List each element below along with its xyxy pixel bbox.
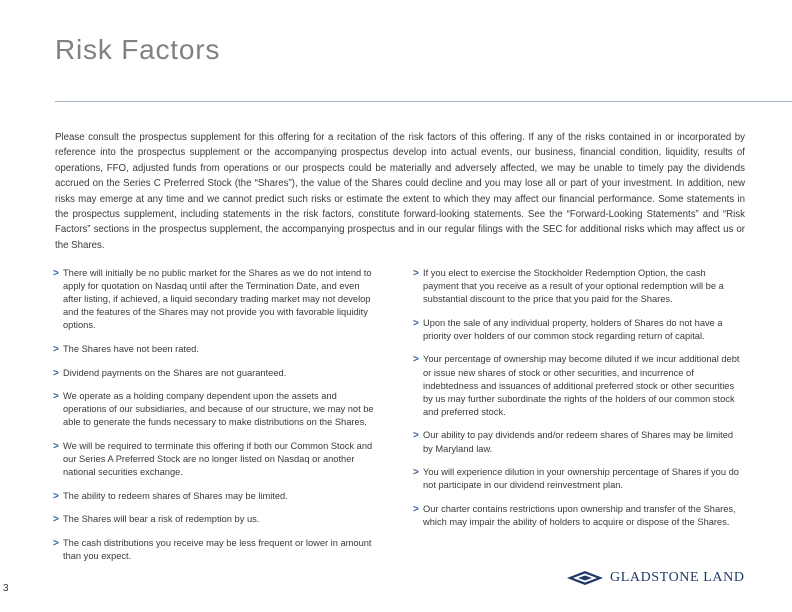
list-item-text: The Shares will bear a risk of redemption by us. (63, 514, 260, 525)
list-item-text: Upon the sale of any individual property, holders of Shares do not have a priority over holders of our common stock regarding return of capital. (423, 317, 723, 341)
list-item-text: You will experience dilution in your ownership percentage of Shares if you do not participate in our dividend reinvestment plan. (423, 467, 739, 491)
chevron-right-icon: > (413, 268, 419, 279)
list-item (413, 353, 743, 418)
list-item-text: The ability to redeem shares of Shares may be limited. (63, 490, 288, 501)
chevron-right-icon: > (53, 514, 59, 526)
company-logo (566, 568, 745, 588)
list-item (413, 503, 743, 529)
chevron-right-icon: > (53, 490, 59, 502)
chevron-right-icon: > (413, 467, 419, 479)
list-item-text: If you elect to exercise the Stockholder Redemption Option, the cash payment that you receive as a result of your optional redemption will be a substantial discount to the price that you paid for the Shares. (423, 268, 724, 305)
chevron-right-icon: > (53, 367, 59, 379)
list-item-text: There will initially be no public market for the Shares as we do not intend to apply for quotation on Nasdaq until after the Termination Date, and even after listing, if achieved, a liquid secondary trading market may not develop and the features of the Shares may not provide you with favorable liquidity options. (63, 268, 372, 331)
list-item-text: The Shares have not been rated. (63, 343, 199, 354)
list-item (413, 267, 743, 306)
title-divider (55, 101, 792, 102)
chevron-right-icon: > (53, 268, 59, 279)
list-item-text: Our ability to pay dividends and/or redeem shares of Shares may be limited by Maryland law. (423, 430, 734, 454)
list-item (55, 490, 377, 503)
chevron-right-icon: > (53, 343, 59, 355)
list-item (55, 343, 377, 356)
list-item-text: Our charter contains restrictions upon ownership and transfer of the Shares, which may impair the ability of holders to acquire or dispose of the Shares. (423, 503, 736, 527)
page-title: Risk Factors (55, 34, 221, 65)
gladstone-land-logo-mark-icon (566, 570, 604, 586)
chevron-right-icon: > (413, 354, 419, 366)
chevron-right-icon: > (413, 503, 419, 515)
chevron-right-icon: > (53, 537, 59, 549)
risk-list-left (55, 267, 377, 574)
list-item (55, 390, 377, 429)
list-item (55, 513, 377, 526)
chevron-right-icon: > (413, 317, 419, 329)
list-item-text: We operate as a holding company dependent upon the assets and operations of our subsidiaries, and because of our structure, we may not be able to generate the funds necessary to make distributions on the Shares. (63, 391, 374, 428)
chevron-right-icon: > (53, 391, 59, 403)
list-item-text: The cash distributions you receive may be less frequent or lower in amount than you expect. (63, 537, 372, 561)
list-item (55, 537, 377, 563)
logo-text: GLADSTONE LAND (610, 570, 745, 585)
page-number: 3 (3, 583, 9, 594)
list-item (413, 429, 743, 455)
list-item (55, 367, 377, 380)
intro-paragraph: Please consult the prospectus supplement for this offering for a recitation of the risk factors of this offering. If any of the risks contained in or incorporated by reference into the prospectus supplement or the accompanying prospectus develop into actual events, our business, financial condition, liquidity, results of operations, FFO, adjusted funds from operations or our prospects could be materially and adversely affected, we may be unable to timely pay the dividends accrued on the Series C Preferred Stock (the “Shares”), the value of the Shares could decline and you may lose all or part of your investment. In addition, new risks may emerge at any time and we cannot predict such risks or estimate the extent to which they may affect our financial performance. Some statements in the prospectus supplement, including statements in the risk factors, constitute forward-looking statements. See the “Forward-Looking Statements” and “Risk Factors” sections in the prospectus supplement, the accompanying prospectus and in our regular filings with the SEC for additional risks which may affect us or the Shares. (55, 132, 745, 251)
list-item (55, 440, 377, 479)
list-item-text: Dividend payments on the Shares are not guaranteed. (63, 367, 287, 378)
risk-list-right (413, 267, 743, 540)
list-item (413, 317, 743, 343)
list-item (413, 466, 743, 492)
list-item-text: Your percentage of ownership may become diluted if we incur additional debt or issue new shares of stock or other securities, and incurrence of indebtedness and issuances of additional preferred stock or other securities by us may further subordinate the rights of the holders of our common stock and preferred stock. (423, 354, 740, 417)
chevron-right-icon: > (53, 440, 59, 452)
list-item (55, 267, 377, 332)
chevron-right-icon: > (413, 430, 419, 442)
list-item-text: We will be required to terminate this offering if both our Common Stock and our Series A Preferred Stock are no longer listed on Nasdaq or another national securities exchange. (63, 440, 373, 478)
